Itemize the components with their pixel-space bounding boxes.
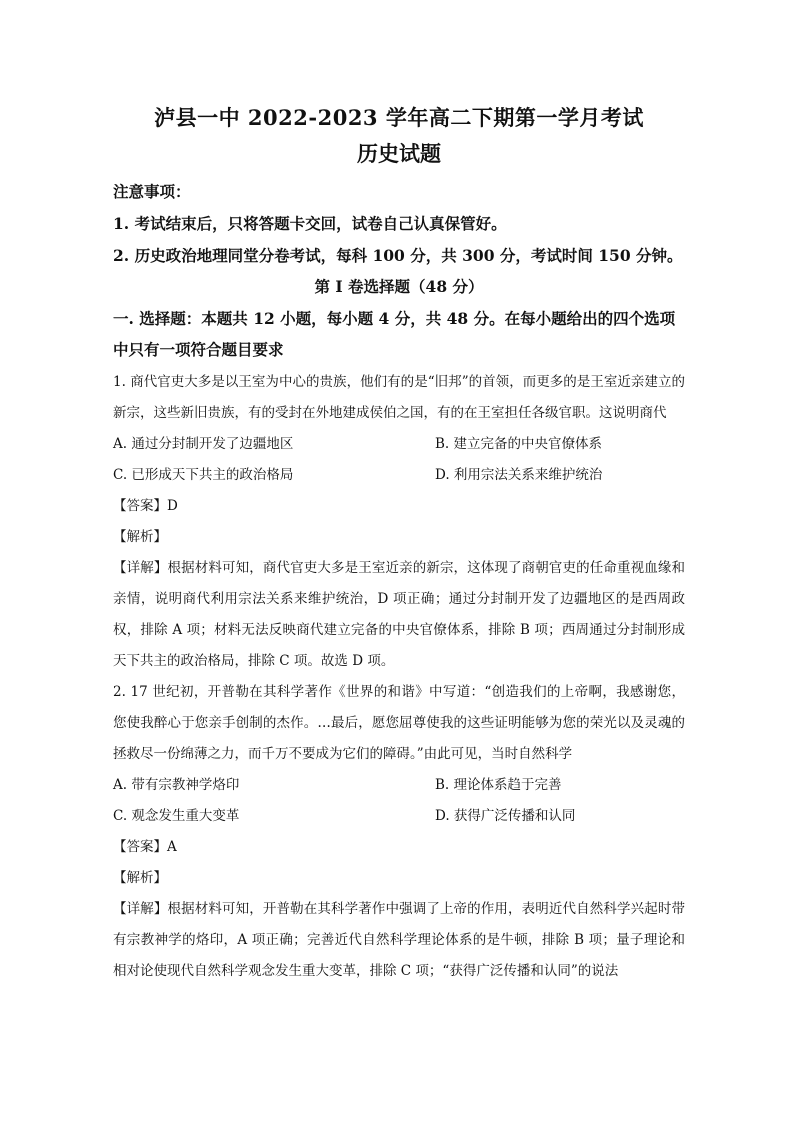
question-stem: 1. 商代官吏大多是以王室为中心的贵族，他们有的是“旧邦”的首领，而更多的是王室近亲建立的新宗，这些新旧贵族，有的受封在外地建成侯伯之国，有的在王室担任各级官职。这说明商代 — [113, 374, 685, 421]
exam-subtitle: 历史试题 — [357, 141, 441, 166]
section-heading: 第 I 卷选择题（48 分） — [314, 277, 484, 296]
option-a: A. 带有宗教神学烙印 — [113, 777, 240, 793]
option-b: B. 理论体系趋于完善 — [435, 777, 562, 793]
answer-label: 【答案】 — [113, 498, 167, 514]
exam-title: 泸县一中 2022-2023 学年高二下期第一学月考试 — [154, 105, 644, 130]
detail-text: 根据材料可知，商代官吏大多是王室近亲的新宗，这体现了商朝官吏的任命重视血缘和亲情，说明商代利用宗法关系来维护统治，D 项正确；通过分封制开发了边疆地区的是西周政权，排除 A 项；材料无法反映商代建立完备的中央官僚体系，排除 B 项；西周通过分封制形成天下共主的政治格局，排除 C 项。故选 D 项。 — [113, 560, 686, 669]
option-d: D. 利用宗法关系来维护统治 — [435, 467, 603, 483]
question-options — [113, 770, 685, 832]
detail-label: 【详解】 — [113, 901, 168, 917]
answer-value: D — [167, 498, 178, 514]
detail-paragraph — [113, 553, 685, 677]
analysis-label: 【解析】 — [113, 529, 167, 545]
answer-label: 【答案】 — [113, 839, 167, 855]
exam-page — [113, 96, 685, 987]
note-item: 1. 考试结束后，只将答题卡交回，试卷自己认真保管好。 — [113, 214, 507, 233]
answer-line — [113, 832, 685, 863]
option-c: C. 已形成天下共主的政治格局 — [113, 467, 294, 483]
analysis-label: 【解析】 — [113, 870, 167, 886]
notes-heading: 注意事项： — [113, 182, 191, 201]
question-options — [113, 429, 685, 491]
detail-label: 【详解】 — [113, 560, 168, 576]
option-c: C. 观念发生重大变革 — [113, 808, 240, 824]
answer-value: A — [167, 839, 177, 855]
option-a: A. 通过分封制开发了边疆地区 — [113, 436, 294, 452]
option-d: D. 获得广泛传播和认同 — [435, 808, 576, 824]
answer-line — [113, 491, 685, 522]
question-stem: 2. 17 世纪初，开普勒在其科学著作《世界的和谐》中写道：“创造我们的上帝啊，我感谢您，您使我醉心于您亲手创制的杰作。…最后，愿您屈尊使我的这些证明能够为您的荣光以及灵魂的拯救尽一份绵薄之力，而千万不要成为它们的障碍。”由此可见，当时自然科学 — [113, 684, 685, 762]
detail-text: 根据材料可知，开普勒在其科学著作中强调了上帝的作用，表明近代自然科学兴起时带有宗教神学的烙印，A 项正确；完善近代自然科学理论体系的是牛顿，排除 B 项；量子理论和相对论使现代自然科学观念发生重大变革，排除 C 项；“获得广泛传播和认同”的说法 — [113, 901, 686, 979]
option-b: B. 建立完备的中央官僚体系 — [435, 436, 603, 452]
detail-paragraph — [113, 894, 685, 987]
section-description: 一. 选择题：本题共 12 小题，每小题 4 分，共 48 分。在每小题给出的四个选项中只有一项符合题目要求 — [113, 309, 676, 359]
note-item: 2. 历史政治地理同堂分卷考试，每科 100 分，共 300 分，考试时间 150 分钟。 — [113, 246, 683, 265]
